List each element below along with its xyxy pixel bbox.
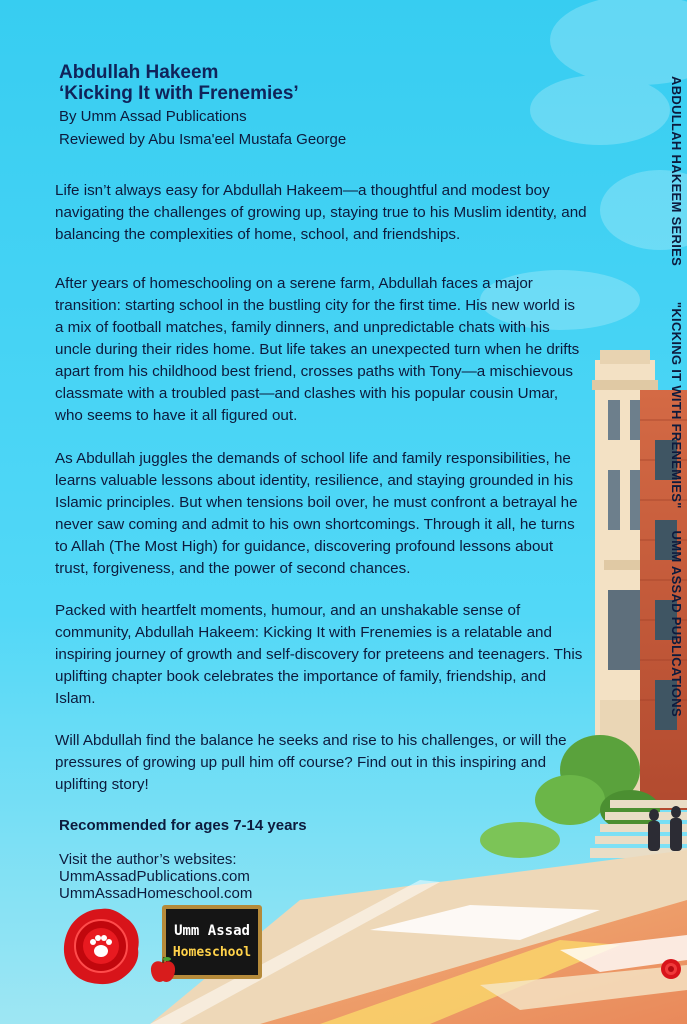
spine-series: ABDULLAH HAKEEM SERIES	[669, 76, 684, 267]
blurb-paragraph-3: As Abdullah juggles the demands of school life and family responsibilities, he learns valuable lessons about identity, resilience, and staying grounded in his Islamic principles. But when tensions boil over, he must confront a betrayal he never saw coming and admit to his own shortcomings. Through it all, he turns to Allah (The Most High) for guidance, discovering profound lessons about trust, forgiveness, and the power of second chances.	[55, 450, 578, 577]
apple-icon	[148, 955, 178, 985]
blurb-paragraph-4: Packed with heartfelt moments, humour, and an unshakable sense of community, Abdullah Hakeem: Kicking It with Frenemies is a relatable and inspiring journey of growth and self-discovery for preteens and teenagers. This uplifting chapter book celebrates the importance of family, friendship, and Islam.	[55, 602, 583, 707]
blurb-paragraph-1: Life isn’t always easy for Abdullah Hakeem—a thoughtful and modest boy navigating the challenges of growing up, staying true to his Muslim identity, and balancing the complexities of home, school, and friendships.	[55, 182, 587, 243]
logo-line1: Umm Assad	[174, 923, 250, 939]
spine-text	[669, 76, 684, 717]
blurb-paragraph-2: After years of homeschooling on a serene farm, Abdullah faces a major transition: starting school in the bustling city for the first time. His new world is a mix of football matches, family dinners, and unpredictable chats with his uncle during their rides home. But life takes an unexpected turn when he drifts apart from his childhood best friend, crosses paths with Tony—a mischievous classmate with a troubled past—and clashes with his popular cousin Umar, who seems to have it all figured out.	[55, 275, 580, 424]
spine-publisher: UMM ASSAD PUBLICATIONS	[669, 530, 684, 717]
logo-line2: Homeschool	[172, 945, 252, 960]
spine	[664, 76, 684, 796]
websites-block	[59, 851, 252, 902]
website-link-homeschool[interactable]: UmmAssadHomeschool.com	[59, 885, 253, 902]
reviewer: Reviewed by Abu Isma'eel Mustafa George	[59, 131, 347, 148]
rose-seal-icon	[660, 958, 682, 980]
websites-intro: Visit the author’s websites:	[59, 851, 237, 868]
spine-title: "KICKING IT WITH FRENEMIES"	[669, 301, 684, 509]
age-recommendation: Recommended for ages 7-14 years	[59, 817, 307, 834]
byline: By Umm Assad Publications	[59, 108, 247, 125]
book-title-line1: Abdullah Hakeem	[59, 62, 219, 83]
wax-seal-icon	[62, 907, 140, 985]
website-link-publications[interactable]: UmmAssadPublications.com	[59, 868, 250, 885]
book-title-line2: ‘Kicking It with Frenemies’	[59, 83, 299, 104]
blurb-paragraph-5: Will Abdullah find the balance he seeks and rise to his challenges, or will the pressures of growing up pull him off course? Find out in this inspiring and uplifting story!	[55, 732, 567, 793]
header-block	[59, 62, 589, 150]
